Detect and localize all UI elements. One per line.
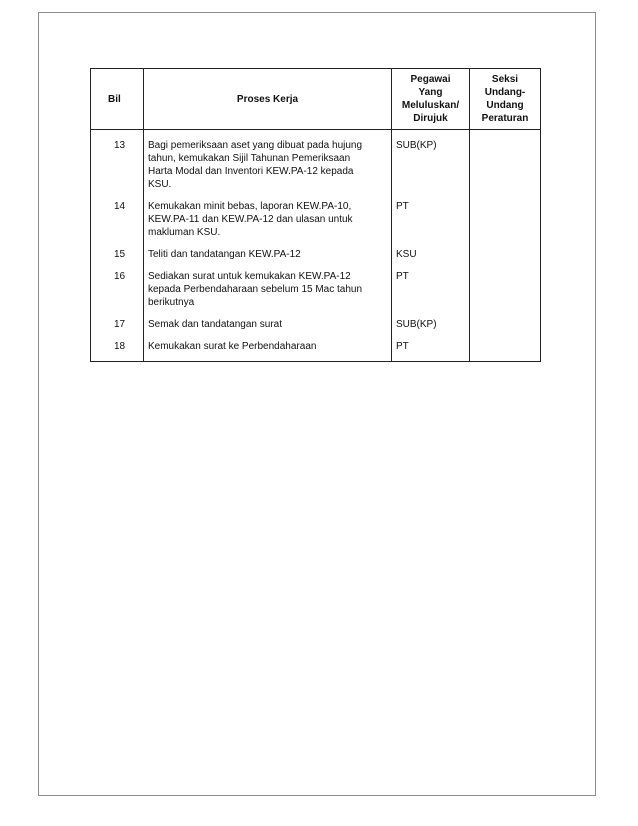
row-pegawai: PT bbox=[392, 191, 470, 239]
row-proses bbox=[144, 130, 392, 192]
table-row bbox=[91, 261, 541, 309]
row-seksi bbox=[470, 130, 541, 192]
proses-line: Teliti dan tandatangan KEW.PA-12 bbox=[148, 249, 301, 260]
header-proses-kerja: Proses Kerja bbox=[144, 69, 392, 130]
table-row bbox=[91, 130, 541, 192]
header-bil: Bil bbox=[91, 69, 144, 130]
header-pegawai-line: Dirujuk bbox=[413, 113, 448, 124]
row-bil: 16 bbox=[91, 261, 144, 309]
proses-line: tahun, kemukakan Sijil Tahunan Pemeriksaan bbox=[148, 153, 351, 164]
row-seksi bbox=[470, 261, 541, 309]
header-pegawai-line: Meluluskan/ bbox=[401, 100, 460, 111]
row-pegawai: PT bbox=[392, 261, 470, 309]
proses-line: Bagi pemeriksaan aset yang dibuat pada hujung bbox=[148, 140, 363, 151]
proses-line: makluman KSU. bbox=[148, 227, 221, 238]
row-proses bbox=[144, 239, 392, 261]
table-header-row bbox=[91, 69, 541, 130]
row-seksi bbox=[470, 191, 541, 239]
proses-line: KEW.PA-11 dan KEW.PA-12 dan ulasan untuk bbox=[148, 214, 353, 225]
row-pegawai: SUB(KP) bbox=[392, 309, 470, 331]
header-seksi bbox=[470, 69, 541, 130]
table-row bbox=[91, 239, 541, 261]
row-proses bbox=[144, 331, 392, 362]
header-seksi-line: Peraturan bbox=[481, 113, 529, 124]
table-row bbox=[91, 191, 541, 239]
row-proses bbox=[144, 309, 392, 331]
header-pegawai bbox=[392, 69, 470, 130]
proses-line: Kemukakan surat ke Perbendaharaan bbox=[148, 341, 317, 352]
table-row bbox=[91, 331, 541, 362]
proses-line: Kemukakan minit bebas, laporan KEW.PA-10, bbox=[148, 201, 352, 212]
row-pegawai: SUB(KP) bbox=[392, 130, 470, 192]
row-bil: 17 bbox=[91, 309, 144, 331]
row-bil: 18 bbox=[91, 331, 144, 362]
row-seksi bbox=[470, 309, 541, 331]
process-table bbox=[90, 68, 541, 362]
proses-line: Harta Modal dan Inventori KEW.PA-12 kepada bbox=[148, 166, 354, 177]
proses-line: berikutnya bbox=[148, 297, 195, 308]
row-bil: 14 bbox=[91, 191, 144, 239]
header-seksi-line: Seksi bbox=[491, 74, 519, 85]
header-seksi-line: Undang- bbox=[484, 87, 526, 98]
row-bil: 15 bbox=[91, 239, 144, 261]
header-seksi-line: Undang bbox=[486, 100, 524, 111]
row-bil: 13 bbox=[91, 130, 144, 192]
header-pegawai-line: Pegawai bbox=[410, 74, 451, 85]
table-row bbox=[91, 309, 541, 331]
row-seksi bbox=[470, 331, 541, 362]
proses-line: kepada Perbendaharaan sebelum 15 Mac tahun bbox=[148, 284, 363, 295]
proses-line: Sediakan surat untuk kemukakan KEW.PA-12 bbox=[148, 271, 351, 282]
row-proses bbox=[144, 261, 392, 309]
row-seksi bbox=[470, 239, 541, 261]
row-pegawai: PT bbox=[392, 331, 470, 362]
proses-line: KSU. bbox=[148, 179, 172, 190]
header-pegawai-line: Yang bbox=[418, 87, 443, 98]
row-pegawai: KSU bbox=[392, 239, 470, 261]
proses-line: Semak dan tandatangan surat bbox=[148, 319, 282, 330]
row-proses bbox=[144, 191, 392, 239]
